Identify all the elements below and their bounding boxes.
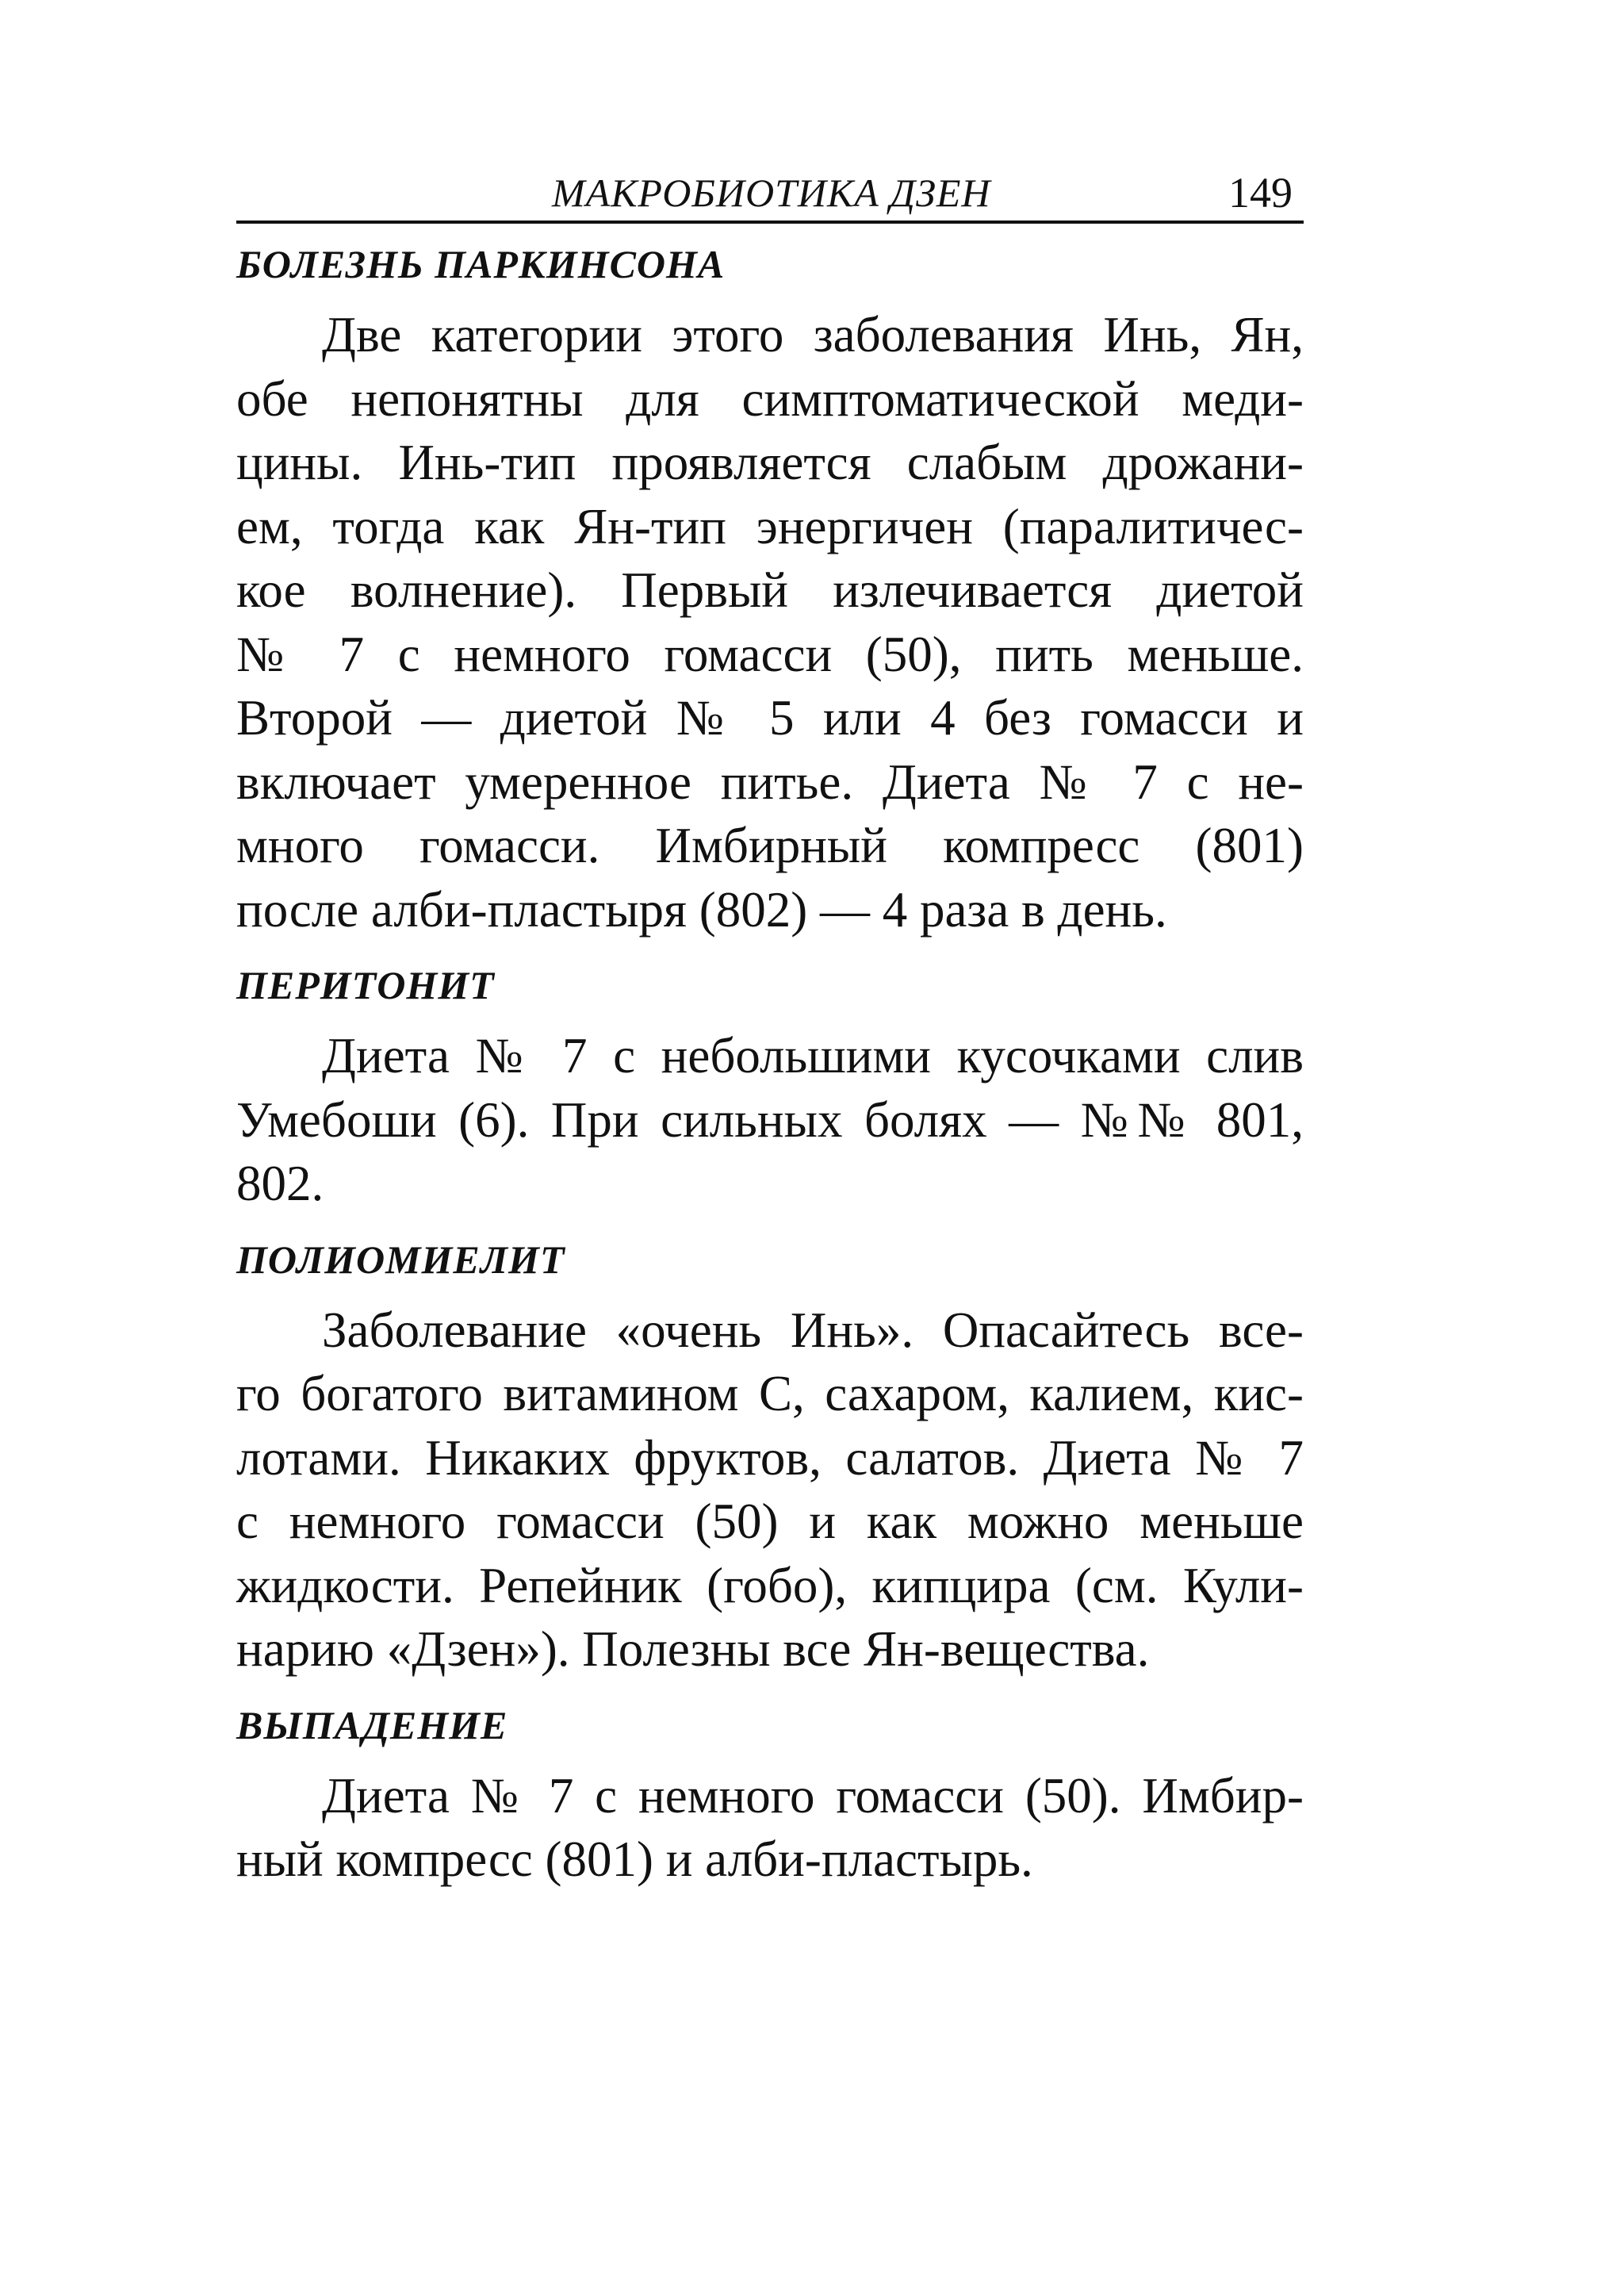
book-page (236, 165, 1304, 1892)
text-line: цины. Инь-тип проявляется слабым дрожани- (236, 435, 1304, 490)
text-line: обе непонятны для симптоматической меди- (236, 370, 1304, 427)
section-parkinsons (236, 236, 1304, 941)
text-line: с немного гомасси (50) и как можно меньше (236, 1494, 1304, 1549)
section-paragraph (236, 1024, 1304, 1216)
text-line: после алби-пластыря (802) — 4 раза в день. (236, 881, 1167, 938)
text-line: Две категории этого заболевания Инь, Ян, (322, 307, 1304, 362)
section-peritonitis (236, 957, 1304, 1216)
text-line: кое волнение). Первый излечивается диетой (236, 562, 1304, 618)
section-poliomyelitis (236, 1232, 1304, 1682)
text-line: Диета № 7 с небольшими кусочками слив (322, 1028, 1304, 1083)
text-line: много гомасси. Имбирный компресс (801) (236, 818, 1304, 873)
section-heading: ПОЛИОМИЕЛИТ (236, 1237, 565, 1282)
text-line: № 7 с немного гомасси (50), пить меньше. (236, 626, 1304, 682)
text-line: го богатого витамином С, сахаром, калием, кис- (236, 1366, 1304, 1421)
text-line: Диета № 7 с немного гомасси (50). Имбир- (322, 1767, 1304, 1824)
text-line: нарию «Дзен»). Полезны все Ян-вещества. (236, 1621, 1150, 1677)
section-heading: ПЕРИТОНИТ (236, 963, 495, 1007)
text-line: жидкости. Репейник (гобо), кипцира (см. Кули- (236, 1557, 1304, 1613)
text-line: ный компресс (801) и алби-пластырь. (236, 1831, 1033, 1887)
page-number: 149 (1228, 169, 1293, 217)
text-line: Заболевание «очень Инь». Опасайтесь все- (322, 1302, 1304, 1358)
section-heading: БОЛЕЗНЬ ПАРКИНСОНА (236, 242, 726, 286)
section-heading: ВЫПАДЕНИЕ (236, 1702, 508, 1747)
section-prolapse (236, 1697, 1304, 1892)
text-line: включает умеренное питье. Диета № 7 с не- (236, 754, 1304, 810)
section-paragraph (236, 1764, 1304, 1892)
running-head (236, 165, 1304, 224)
text-line: лотами. Никаких фруктов, салатов. Диета № 7 (236, 1429, 1304, 1486)
text-line: ем, тогда как Ян-тип энергичен (паралитичес- (236, 498, 1304, 554)
text-line: Умебоши (6). При сильных болях — №№ 801, (236, 1091, 1304, 1148)
section-paragraph (236, 1298, 1304, 1682)
text-line: Второй — диетой № 5 или 4 без гомасси и (236, 690, 1304, 746)
running-title: МАКРОБИОТИКА ДЗЕН (552, 171, 991, 215)
text-line: 802. (236, 1156, 324, 1211)
section-paragraph (236, 303, 1304, 941)
